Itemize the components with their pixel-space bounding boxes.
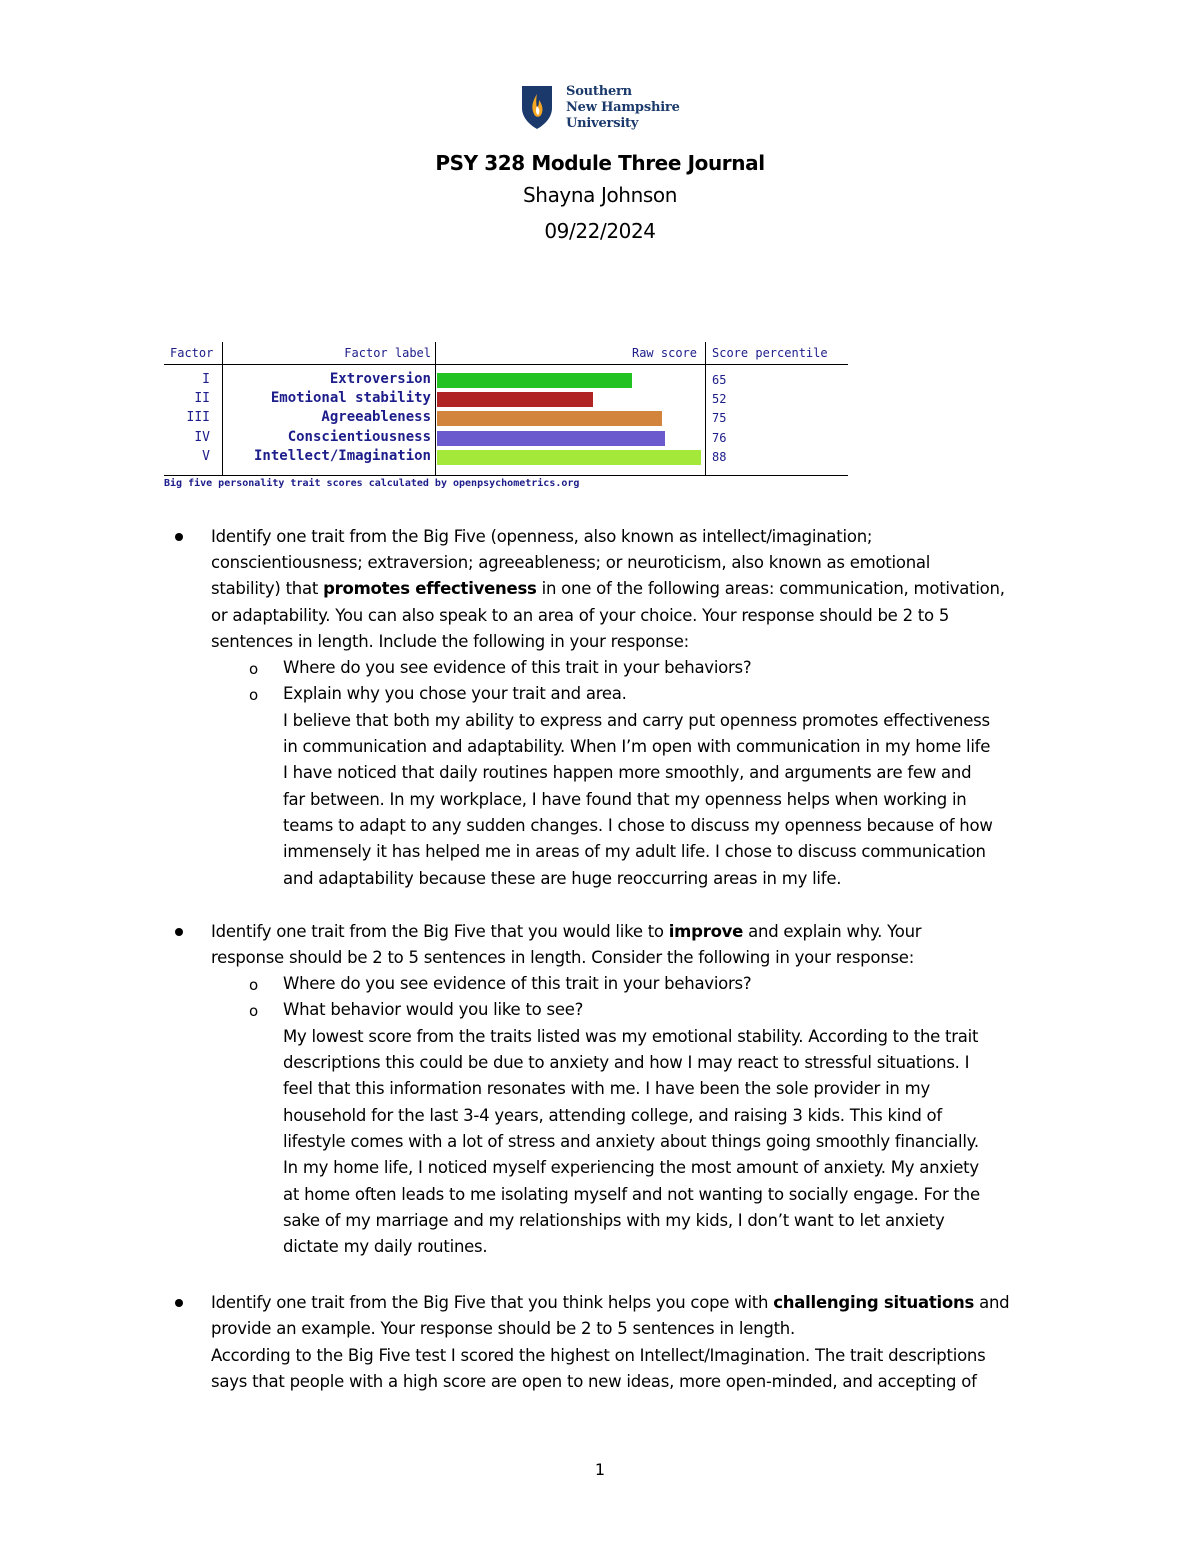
score-percentile: 52: [712, 392, 727, 407]
chart-caption: Big five personality trait scores calculated by openpsychometrics.org: [164, 478, 580, 489]
factor-label: Agreeableness: [321, 409, 431, 426]
emphasis-improve: improve: [668, 922, 744, 941]
factor-numeral: I: [202, 372, 210, 387]
section3-line-1: Identify one trait from the Big Five that you think helps you cope with challenging situations and: [211, 1293, 1010, 1312]
sub-bullet-marker: o: [249, 660, 259, 678]
column-header-factor: Factor: [170, 346, 214, 360]
logo-line-1: Southern: [566, 84, 632, 99]
section2-sub-item-2: What behavior would you like to see?: [283, 1000, 584, 1019]
big-five-chart: [164, 342, 848, 498]
factor-label: Intellect/Imagination: [253, 447, 431, 464]
section1-sub-item-1: Where do you see evidence of this trait in your behaviors?: [283, 658, 752, 677]
column-divider: [705, 342, 706, 476]
section2-answer-line: feel that this information resonates with me. I have been the sole provider in my: [283, 1079, 930, 1098]
logo-line-2: New Hampshire: [566, 100, 680, 115]
section2-answer-line: My lowest score from the traits listed was my emotional stability. According to the trait: [283, 1027, 979, 1046]
factor-label: Extroversion: [329, 371, 431, 387]
section2-answer-line: at home often leads to me isolating myself and not wanting to socially engage. For the: [283, 1185, 980, 1204]
score-percentile: 75: [712, 411, 727, 426]
sub-bullet-marker: o: [249, 1002, 259, 1020]
score-percentile: 65: [712, 373, 727, 387]
section2-line-2: response should be 2 to 5 sentences in length. Consider the following in your response:: [211, 948, 915, 967]
section1-line-5: sentences in length. Include the following in your response:: [211, 632, 689, 651]
section3-line-2: provide an example. Your response should be 2 to 5 sentences in length.: [211, 1319, 795, 1338]
section2-answer-line: dictate my daily routines.: [283, 1237, 488, 1256]
score-bar: [437, 392, 593, 407]
score-bar: [437, 431, 665, 446]
author-name: Shayna Johnson: [523, 183, 677, 207]
column-divider: [222, 342, 223, 476]
section1-sub-item-2: Explain why you chose your trait and area.: [283, 684, 627, 703]
section1-answer-line: immensely it has helped me in areas of my adult life. I chose to discuss communication: [283, 842, 986, 861]
factor-numeral: III: [186, 410, 210, 426]
section1-line-3: stability) that promotes effectiveness in one of the following areas: communication, motivation,: [211, 579, 1005, 598]
shield-flame-icon: [520, 84, 554, 130]
score-bar: [437, 450, 701, 465]
bullet-marker: [175, 533, 183, 541]
section2-sub-item-1: Where do you see evidence of this trait in your behaviors?: [283, 974, 752, 993]
section1-line-4: or adaptability. You can also speak to an area of your choice. Your response should be 2 to 5: [211, 606, 950, 625]
logo-line-3: University: [566, 116, 639, 131]
factor-label: Emotional stability: [270, 390, 431, 407]
document-date: 09/22/2024: [544, 219, 656, 243]
column-header-score-percentile: Score percentile: [712, 346, 828, 360]
section3-answer-line: According to the Big Five test I scored the highest on Intellect/Imagination. The trait descriptions: [211, 1346, 986, 1365]
emphasis-challenging-situations: challenging situations: [773, 1293, 975, 1312]
section1-answer-line: in communication and adaptability. When I’m open with communication in my home life: [283, 737, 991, 756]
section2-answer-line: household for the last 3-4 years, attending college, and raising 3 kids. This kind of: [283, 1106, 942, 1125]
score-percentile: 88: [712, 449, 727, 464]
sub-bullet-marker: o: [249, 686, 259, 704]
section2-line-1: Identify one trait from the Big Five that you would like to improve and explain why. Your: [211, 922, 922, 941]
document-title: PSY 328 Module Three Journal: [435, 151, 765, 175]
section2-answer-line: sake of my marriage and my relationships with my kids, I don’t want to let anxiety: [283, 1211, 945, 1230]
score-bar: [437, 373, 632, 388]
section1-answer-line: far between. In my workplace, I have found that my openness helps when working in: [283, 790, 967, 809]
factor-numeral: II: [194, 391, 210, 407]
university-logo: [520, 84, 690, 134]
factor-label: Conscientiousness: [287, 428, 431, 445]
section1-line-2: conscientiousness; extraversion; agreeableness; or neuroticism, also known as emotional: [211, 553, 931, 572]
bullet-marker: [175, 1299, 183, 1307]
section2-answer-line: descriptions this could be due to anxiety and how I may react to stressful situations. I: [283, 1053, 970, 1072]
score-percentile: 76: [712, 430, 727, 445]
section2-answer-line: lifestyle comes with a lot of stress and anxiety about things going smoothly financially.: [283, 1132, 979, 1151]
column-header-raw-score: Raw score: [631, 346, 697, 360]
section1-line-1: Identify one trait from the Big Five (openness, also known as intellect/imagination;: [211, 527, 873, 546]
page-number: 1: [594, 1460, 606, 1479]
section3-answer-line: says that people with a high score are open to new ideas, more open-minded, and accepting of: [211, 1372, 977, 1391]
footer-rule: [164, 475, 848, 476]
section1-answer-line: teams to adapt to any sudden changes. I chose to discuss my openness because of how: [283, 816, 993, 835]
column-header-factor-label: Factor label: [344, 346, 431, 360]
sub-bullet-marker: o: [249, 976, 259, 994]
column-divider: [435, 342, 436, 476]
factor-numeral: V: [202, 448, 210, 464]
section1-answer-line: I believe that both my ability to express and carry put openness promotes effectiveness: [283, 711, 990, 730]
bullet-marker: [175, 928, 183, 936]
score-bar: [437, 411, 662, 426]
emphasis-promotes-effectiveness: promotes effectiveness: [323, 579, 537, 598]
section1-answer-line: and adaptability because these are huge reoccurring areas in my life.: [283, 869, 842, 888]
section2-answer-line: In my home life, I noticed myself experiencing the most amount of anxiety. My anxiety: [283, 1158, 979, 1177]
section1-answer-line: I have noticed that daily routines happen more smoothly, and arguments are few and: [283, 763, 972, 782]
header-rule: [164, 364, 848, 365]
factor-numeral: IV: [194, 429, 210, 445]
